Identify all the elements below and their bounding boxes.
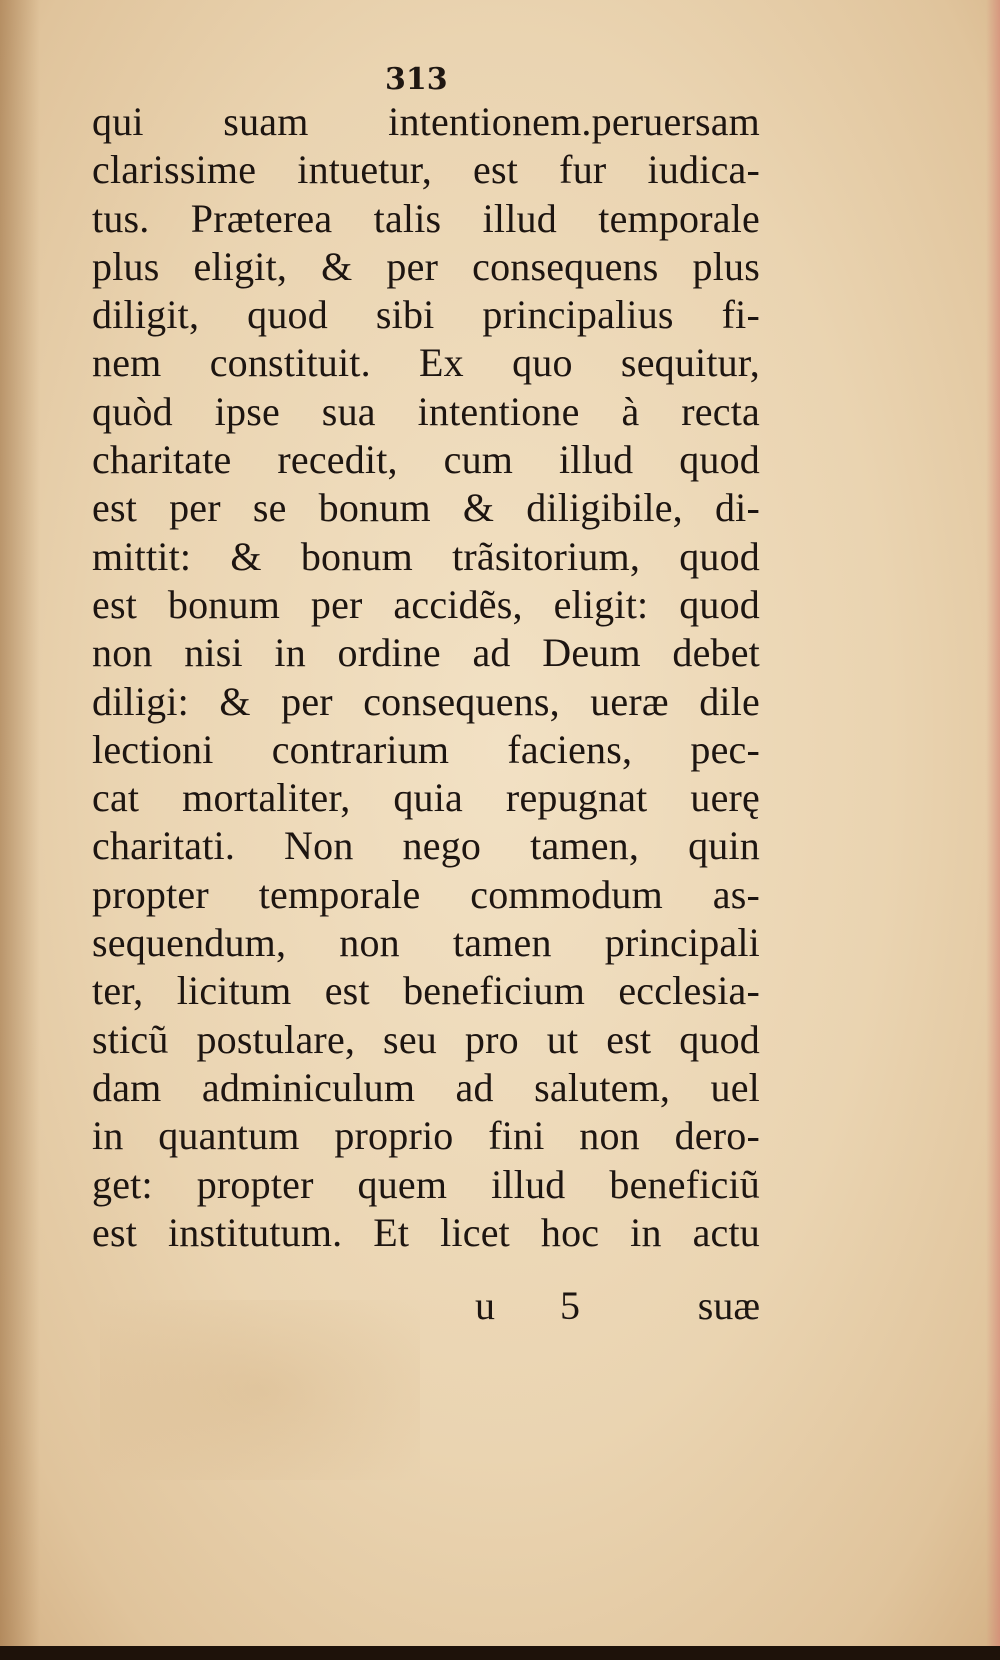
text-line: diligi: & per consequens, ueræ dile [92, 678, 760, 724]
text-line: sequendum, non tamen principali [92, 920, 760, 966]
text-line: qui suam intentionem.peruersam [92, 99, 760, 144]
catchword: suæ [697, 1283, 760, 1328]
text-line: in quantum proprio fini non dero- [92, 1113, 760, 1159]
text-line: est per se bonum & diligibile, di- [92, 485, 760, 531]
text-line: nem constituit. Ex quo sequitur, [92, 340, 760, 386]
text-line: get: propter quem illud beneficiũ [92, 1161, 760, 1207]
bottom-edge [0, 1646, 1000, 1660]
text-line: est bonum per accidẽs, eligit: quod [92, 581, 760, 627]
text-line: non nisi in ordine ad Deum debet [92, 630, 760, 676]
page-number: 313 [385, 62, 448, 97]
text-line: ter, licitum est beneficium ecclesia- [92, 968, 760, 1014]
signature-number: 5 [560, 1283, 580, 1328]
text-line: cat mortaliter, quia repugnat uerę [92, 775, 760, 821]
text-block [92, 98, 760, 1257]
text-line: est institutum. Et licet hoc in actu [92, 1209, 760, 1255]
signature-mark: u [475, 1283, 495, 1328]
text-line: plus eligit, & per consequens plus [92, 243, 760, 289]
text-line: tus. Præterea talis illud temporale [92, 195, 760, 241]
text-line: quòd ipse sua intentione à recta [92, 388, 760, 434]
spine-shadow [0, 0, 40, 1660]
text-line: diligit, quod sibi principalius fi- [92, 292, 760, 338]
text-line: propter temporale commodum as- [92, 871, 760, 917]
page-edge [986, 0, 1000, 1660]
text-line: lectioni contrarium faciens, pec- [92, 726, 760, 772]
paper-stain [100, 1300, 420, 1480]
text-line: mittit: & bonum trãsitorium, quod [92, 533, 760, 579]
text-line: dam adminiculum ad salutem, uel [92, 1064, 760, 1110]
text-line: charitate recedit, cum illud quod [92, 437, 760, 483]
text-line: sticũ postulare, seu pro ut est quod [92, 1016, 760, 1062]
catchline [475, 1282, 760, 1330]
text-line: charitati. Non nego tamen, quin [92, 823, 760, 869]
text-line: clarissime intuetur, est fur iudica- [92, 147, 760, 193]
